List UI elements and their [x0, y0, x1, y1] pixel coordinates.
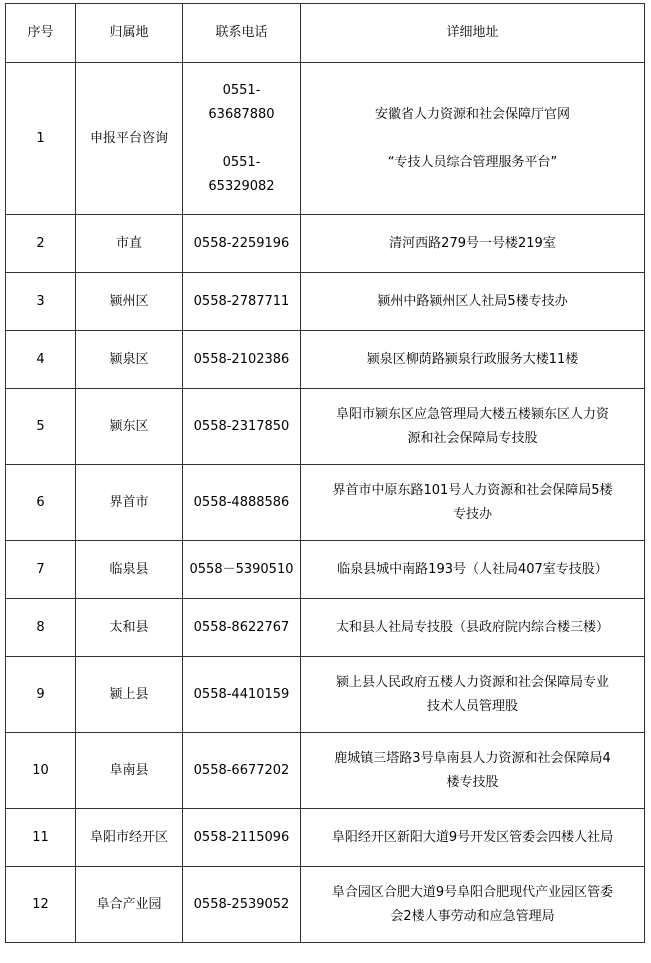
row-no: 3 — [6, 273, 76, 331]
address-line: 鹿城镇三塔路3号阜南县人力资源和社会保障局4 — [334, 750, 611, 766]
row-phone: 0558-2102386 — [183, 331, 301, 389]
header-area: 归属地 — [76, 4, 183, 63]
phone-line: 0551- — [222, 154, 261, 170]
row-area: 太和县 — [76, 599, 183, 657]
address-gap — [305, 127, 640, 151]
row-area: 颍州区 — [76, 273, 183, 331]
address-line: 阜合园区合肥大道9号阜阳合肥现代产业园区管委 — [331, 884, 614, 900]
row-address — [301, 867, 645, 943]
row-address — [301, 599, 645, 657]
phone-gap — [187, 127, 296, 151]
row-phone: 0558-2317850 — [183, 389, 301, 465]
row-address — [301, 273, 645, 331]
table-row — [6, 809, 645, 867]
row-address — [301, 63, 645, 215]
row-no: 7 — [6, 541, 76, 599]
row-phone: 0558-6677202 — [183, 733, 301, 809]
row-phone: 0558－5390510 — [183, 541, 301, 599]
header-no: 序号 — [6, 4, 76, 63]
header-address: 详细地址 — [301, 4, 645, 63]
table-row — [6, 331, 645, 389]
row-no: 6 — [6, 465, 76, 541]
header-phone: 联系电话 — [183, 4, 301, 63]
row-no: 9 — [6, 657, 76, 733]
row-area: 颍上县 — [76, 657, 183, 733]
row-phone: 0558-2259196 — [183, 215, 301, 273]
row-phone: 0558-2539052 — [183, 867, 301, 943]
phone-line: 65329082 — [208, 178, 275, 194]
row-area: 颍东区 — [76, 389, 183, 465]
address-line: 源和社会保障局专技股 — [407, 430, 538, 446]
row-address — [301, 541, 645, 599]
row-phone — [183, 63, 301, 215]
phone-line: 0551- — [222, 82, 261, 98]
row-area: 阜阳市经开区 — [76, 809, 183, 867]
row-no: 1 — [6, 63, 76, 215]
row-area: 阜合产业园 — [76, 867, 183, 943]
row-area: 临泉县 — [76, 541, 183, 599]
row-address — [301, 809, 645, 867]
row-address — [301, 657, 645, 733]
row-address — [301, 465, 645, 541]
address-line: 技术人员管理股 — [426, 698, 518, 714]
table-row — [6, 465, 645, 541]
row-phone: 0558-4410159 — [183, 657, 301, 733]
row-no: 12 — [6, 867, 76, 943]
row-phone: 0558-4888586 — [183, 465, 301, 541]
row-address — [301, 331, 645, 389]
phone-line: 63687880 — [208, 106, 275, 122]
table-row — [6, 63, 645, 215]
row-address — [301, 733, 645, 809]
row-no: 4 — [6, 331, 76, 389]
address-line: 颍州中路颍州区人社局5楼专技办 — [377, 293, 568, 309]
table-row — [6, 541, 645, 599]
address-line: 太和县人社局专技股（县政府院内综合楼三楼） — [335, 619, 609, 635]
address-line: 楼专技股 — [446, 774, 499, 790]
table-row — [6, 733, 645, 809]
address-line: 专技办 — [452, 506, 492, 522]
table-row — [6, 599, 645, 657]
table-row — [6, 273, 645, 331]
row-phone: 0558-2115096 — [183, 809, 301, 867]
address-line: 临泉县城中南路193号（人社局407室专技股） — [337, 561, 608, 577]
table-row — [6, 389, 645, 465]
row-phone: 0558-2787711 — [183, 273, 301, 331]
table-row — [6, 657, 645, 733]
address-line: 清河西路279号一号楼219室 — [389, 235, 556, 251]
address-line: 界首市中原东路101号人力资源和社会保障局5楼 — [332, 482, 613, 498]
row-area: 申报平台咨询 — [76, 63, 183, 215]
row-no: 10 — [6, 733, 76, 809]
address-line: 颍泉区柳荫路颍泉行政服务大楼11楼 — [366, 351, 579, 367]
row-phone: 0558-8622767 — [183, 599, 301, 657]
address-line: “专技人员综合管理服务平台” — [387, 154, 558, 170]
table-header-row — [6, 4, 645, 63]
address-line: 阜阳市颍东区应急管理局大楼五楼颍东区人力资 — [335, 406, 609, 422]
address-line: 阜阳经开区新阳大道9号开发区管委会四楼人社局 — [331, 829, 614, 845]
row-area: 市直 — [76, 215, 183, 273]
row-no: 11 — [6, 809, 76, 867]
row-no: 8 — [6, 599, 76, 657]
row-no: 2 — [6, 215, 76, 273]
table-row — [6, 867, 645, 943]
row-address — [301, 215, 645, 273]
table-row — [6, 215, 645, 273]
address-line: 安徽省人力资源和社会保障厅官网 — [374, 106, 570, 122]
address-line: 会2楼人事劳动和应急管理局 — [390, 908, 555, 924]
row-area: 界首市 — [76, 465, 183, 541]
row-address — [301, 389, 645, 465]
row-area: 颍泉区 — [76, 331, 183, 389]
row-no: 5 — [6, 389, 76, 465]
row-area: 阜南县 — [76, 733, 183, 809]
contact-table — [5, 3, 645, 943]
address-line: 颍上县人民政府五楼人力资源和社会保障局专业 — [335, 674, 609, 690]
